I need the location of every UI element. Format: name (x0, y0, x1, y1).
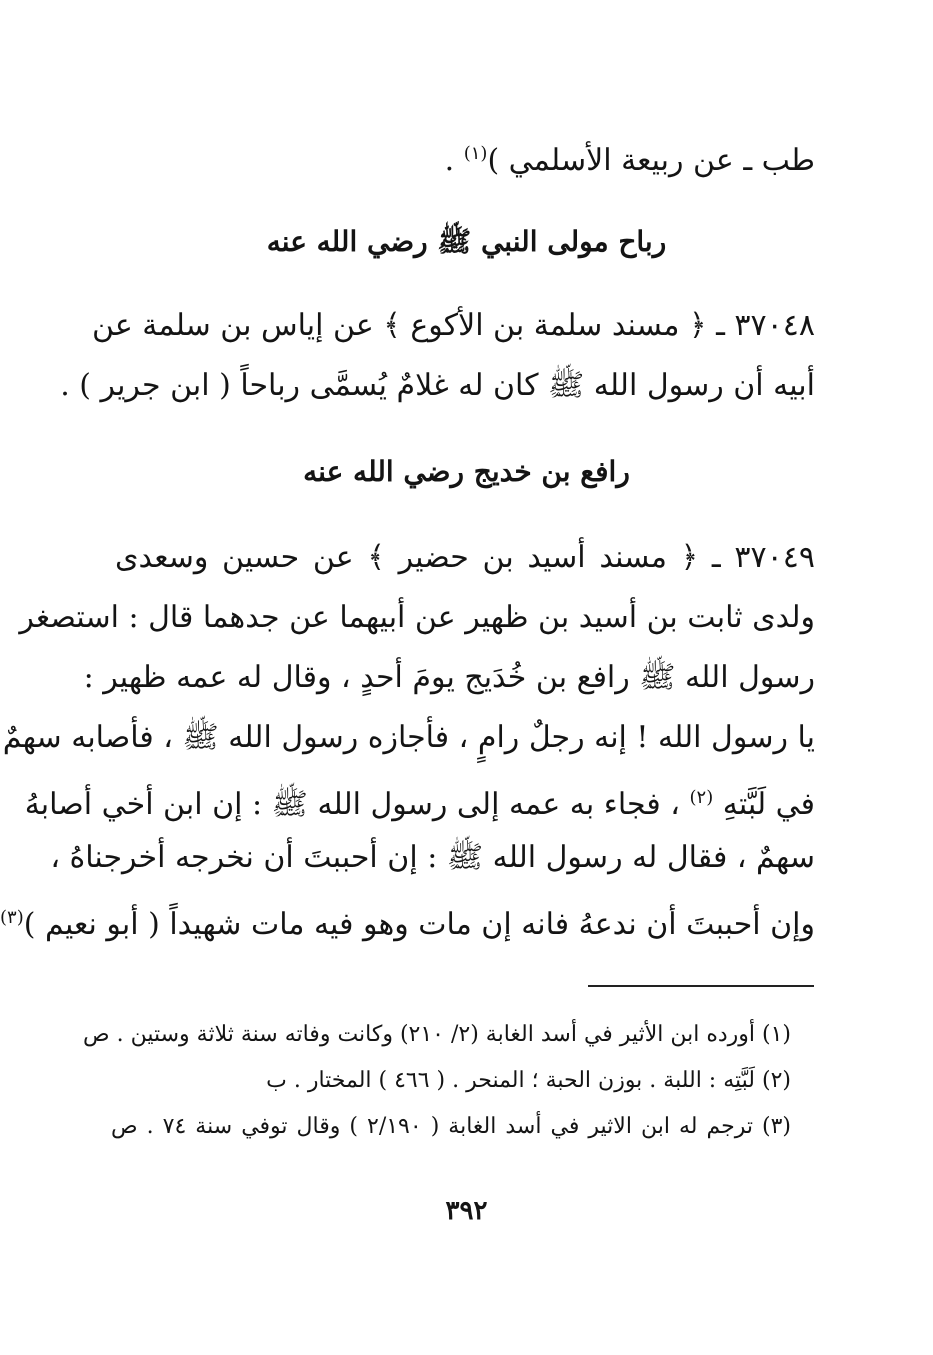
footnote-ref-2: (٢) (689, 787, 714, 808)
hadith-37049-line-3: رسول الله ﷺ رافع بن خُدَيج يومَ أحدٍ ، وقال له عمه ظهير : (83, 660, 815, 695)
footnote-divider (588, 985, 814, 987)
hadith-37049-line-1: ٣٧٠٤٩ ـ ﴿ مسند أسيد بن حضير ﴾ عن حسين وسعدى (115, 540, 815, 575)
hadith-37049-line-5-rest: ، فجاء به عمه إلى رسول الله ﷺ : إن ابن أخي أصابهُ (24, 787, 680, 822)
section-heading-rabah: رباح مولى النبي ﷺ رضي الله عنه (266, 225, 667, 258)
footnote-3: (٣) ترجم له ابن الاثير في أسد الغابة ( ٢/١٩٠ ) وقال توفي سنة ٧٤ . ص (111, 1114, 791, 1139)
footnote-ref-1: (١) (463, 143, 488, 164)
hadith-37048-line-1: ٣٧٠٤٨ ـ ﴿ مسند سلمة بن الأكوع ﴾ عن إياس بن سلمة عن (92, 308, 815, 343)
intro-text: طب ـ عن ربيعة الأسلمي ) (487, 143, 815, 178)
footnote-1: (١) أورده ابن الأثير في أسد الغابة (٢/ ٢١٠) وكانت وفاته سنة ثلاثة وستين . ص (83, 1022, 791, 1047)
intro-end: . (444, 143, 455, 178)
hadith-37049-line-5 (24, 778, 815, 825)
hadith-37049-line-6: سهمٌ ، فقال له رسول الله ﷺ : إن أحببتَ أن نخرجه أخرجناهُ ، (50, 840, 815, 875)
hadith-37049-line-7 (0, 898, 815, 945)
hadith-37049-line-2: ولدى ثابت بن أسيد بن ظهير عن أبيهما عن جدهما قال : استصغر (19, 600, 815, 635)
footnote-ref-3: (٣) (0, 907, 24, 928)
hadith-37048-line-2: أبيه أن رسول الله ﷺ كان له غلامٌ يُسمَّى رباحاً ( ابن جرير ) . (60, 368, 815, 403)
hadith-37049-line-5-start: في لَبَّتهِ (722, 787, 815, 822)
hadith-37049-line-7-text: وإن أحببتَ أن ندعهُ فانه إن مات وهو فيه مات شهيداً ( أبو نعيم ) (23, 907, 815, 942)
page-number: ٣٩٢ (445, 1196, 488, 1226)
section-heading-rafi: رافع بن خديج رضي الله عنه (303, 455, 630, 488)
hadith-37049-line-4: يا رسول الله ! إنه رجلٌ رامٍ ، فأجازه رسول الله ﷺ ، فأصابه سهمٌ (2, 720, 815, 755)
text-line-intro (115, 134, 815, 181)
footnote-2: (٢) لَبَّتِه : اللبة . بوزن الحبة ؛ المنحر . ( ٤٦٦ ) المختار . ب (266, 1068, 791, 1093)
